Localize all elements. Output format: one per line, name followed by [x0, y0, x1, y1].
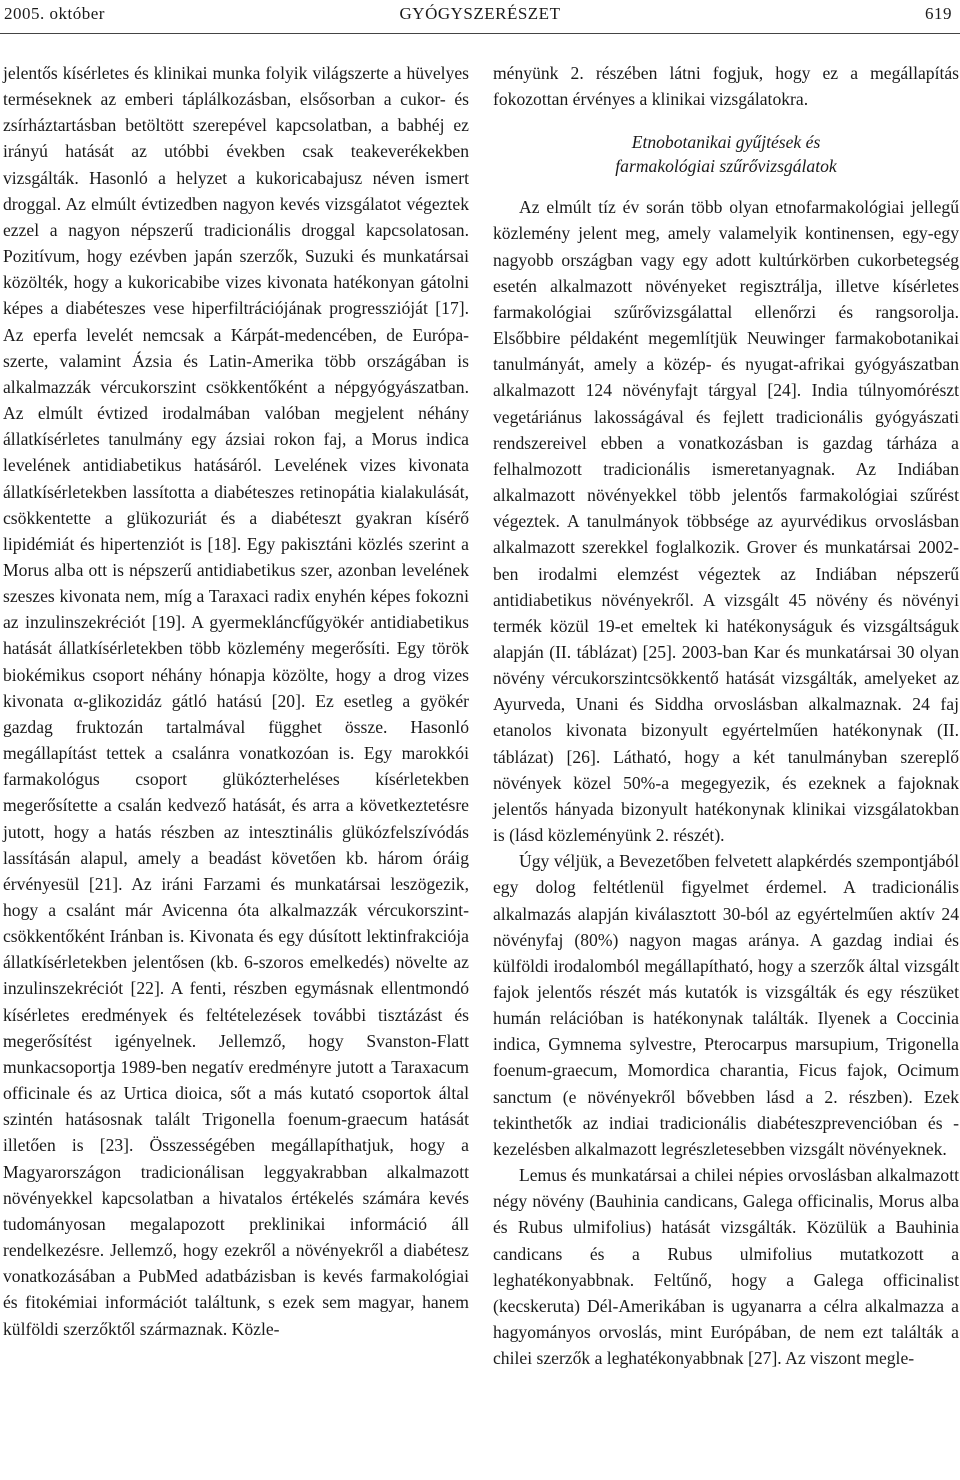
section-title-line: farmakológiai szűrővizsgálatok: [615, 156, 837, 177]
journal-name: GYÓGYSZERÉSZET: [399, 4, 561, 23]
header-rule: [0, 33, 960, 34]
body-paragraph: jelentős kísérletes és klinikai munka folyik világszerte a hüvelyes terméseknek az emberi táplálkozásban, elsősorban a cukor- és zsírháztartásban betöltött szerepével kapcsolatban, a babhéj ez irányú hatását az utóbbi években csak teakeverékekben vizsgálták. Hasonló a helyzet a kukoricabajusz néven ismert droggal. Az elmúlt évtizedben nagyon kevés vizsgálatot végeztek ezzel a nagyon népszerű tradicionális droggal kapcsolatosan. Pozitívum, hogy ezévben japán szerzők, Suzuki és munkatársai közölték, hogy a kukoricabibe vizes kivonata hatékonyan gátolni képes a diabéteszes vese hiperfiltrációjának progresszióját [17]. Az eperfa levelét nemcsak a Kárpát-medencében, de Európa-szerte, valamint Ázsia és Latin-Amerika több országában is alkalmazzák vércukorszint csökkentőként a népgyógyászatban. Az elmúlt évtized irodalmában valóban megjelent néhány állatkísérletes tanulmány egy ázsiai rokon faj, a Morus indica levelének antidiabetikus hatásáról. Levelének vizes kivonata állatkísérletekben lassította a diabéteszes retinopátia kialakulását, csökkentette a glükozuriát és a diabéteszt gyakran kísérő lipidémiát és hipertenziót is [18]. Egy pakisztáni közlés szerint a Morus alba ott is népszerű antidiabetikus szer, azonban levelének szeszes kivonata nem, míg a Taraxaci radix enyhén képes fokozni az inzulinszekréciót [19]. A gyermekláncfűgyökér antidiabetikus hatását állatkísérletekben több közlemény megerősíti. Egy török biokémikus csoport néhány hónapja közölte, hogy a drog vizes kivonata α-glikozidáz gátló hatású [20]. Ez esetleg a gyökér gazdag fruktozán tartalmával függhet össze. Hasonló megállapítást tettek a csalánra vonatkozóan is. Egy marokkói farmakológus csoport glükózterheléses kísérletekben megerősítette a csalán kedvező hatását, és arra a következtetésre jutott, hogy a hatás részben az intesztinális glükózfelszívódás lassításán alapul, amely a beadást követően kb. három óráig érvényesül [21]. Az iráni Farzami és munkatársai leszögezik, hogy a csalánt már Avicenna óta alkalmazzák vércukorszint-csökkentőként Iránban is. Kivonata és egy dúsított lektinfrakciója állatkísérletekben jelentősen (kb. 6-szoros emelkedés) növelte az inzulinszekréciót [22]. A fenti, részben egymásnak ellentmondó kísérletes eredmények és feltételezések további tisztázást és megerősítést igényelnek. Jellemző, hogy Svanston-Flatt munkacsoportja 1989-ben negatív eredményre jutott a Taraxacum officinale és az Urtica dioica, sőt a más kutató csoportok által szintén hatásosnak talált Trigonella foenum-graecum hatását illetően is [23]. Összességében megállapíthatjuk, hogy a Magyarországon tradicionálisan leggyakrabban alkalmazott növényekkel kapcsolatban a hivatalos értékelés számára kevés tudományosan megalapozott preklinikai információ áll rendelkezésre. Jellemző, hogy ezekről a növényekről a diabétesz vonatkozásában a PubMed adatbázisban is kevés farmakológiai és fitokémiai információt találtunk, s ezek sem magyar, hanem külföldi szerzőktől származnak. Közle-: [3, 63, 469, 1339]
right-column: [493, 60, 959, 1371]
issue-date: 2005. október: [4, 4, 105, 23]
section-title-line: Etnobotanikai gyűjtések és: [631, 132, 821, 153]
body-paragraph: Úgy véljük, a Bevezetőben felvetett alapkérdés szempontjából egy dolog feltétlenül figyelmet érdemel. A tradicionális alkalmazás alapján kiválasztott 30-ból az egyértelműen aktív 24 növényfaj (80%) nagyon magas aránya. A gazdag indiai és külföldi irodalomból megállapítható, hogy a szerzők által vizsgált fajok jelentős részét más kutatók is vizsgálták és egy részüket humán relációban is hatékonynak találták. Ilyenek a Coccinia indica, Gymnema sylvestre, Pterocarpus marsupium, Trigonella foenum-graecum, Momordica charantia, Ficus fajok, Ocimum sanctum (e növényekről bővebben lásd a 2. részben). Ezek tekinthetők az indiai tradicionális diabéteszprevencióban és -kezelésben alkalmazott legrészletesebben vizsgált növényeknek.: [493, 851, 959, 1159]
body-paragraph: Az elmúlt tíz év során több olyan etnofarmakológiai jellegű közlemény jelent meg, amely valamelyik kontinensen, egy-egy nagyobb országban vagy egy adott kultúrkörben cukorbetegség esetén alkalmazott növényeket regisztrálja, illetve kísérletes farmakológiai szűrővizsgálattal ellenőrzi és rangsorolja. Elsőbbire példaként megemlítjük Neuwinger farmakobotanikai tanulmányát, amely a közép- és nyugat-afrikai gyógyászatban alkalmazott 124 növényfajt tárgyal [24]. India túlnyomórészt vegetáriánus lakosságával és fejlett tradicionális gyógyászati rendszereivel ebben a vonatkozásban is gazdag tárháza a felhalmozott tradicionális ismeretanyagnak. Az Indiában alkalmazott növényekkel több jelentős farmakológiai szűrést végeztek. A tanulmányok többsége az ayurvédikus orvoslásban alkalmazott szerekkel foglalkozik. Grover és munkatársai 2002-ben irodalmi elemzést végeztek az Indiában népszerű antidiabetikus növényekről. A vizsgált 45 növény és növényi termék közül 19-et emeltek ki hatékonyságuk és vizsgáltságuk alapján (II. táblázat) [25]. 2003-ban Kar és munkatársai 30 olyan növény vércukorszintcsökkentő hatását vizsgálták, amelyeket az Ayurveda, Unani és Siddha orvoslásban alkalmaznak. 24 faj etanolos kivonata bizonyult egyértelműen hatékonynak (II. táblázat) [26]. Látható, hogy a két tanulmányban szereplő növények közel 50%-a megegyezik, és ezeknek a fajoknak jelentős hányada bizonyult hatékonynak klinikai vizsgálatokban is (lásd közleményünk 2. részét).: [493, 197, 959, 846]
section-title: [493, 130, 959, 178]
page-number: 619: [925, 4, 952, 23]
body-paragraph-continuation: ményünk 2. részében látni fogjuk, hogy ez a megállapítás fokozottan érvényes a klinikai vizsgálatokra.: [493, 63, 959, 110]
page-header: [0, 0, 960, 34]
body-paragraph: Lemus és munkatársai a chilei népies orvoslásban alkalmazott négy növény (Bauhinia candicans, Galega officinalis, Morus alba és Rubus ulmifolius) hatását vizsgálták. Közülük a Bauhinia candicans és a Rubus ulmifolius mutatkozott a leghatékonyabbnak. Feltűnő, hogy a Galega officinalist (kecskeruta) Dél-Amerikában is ugyanarra a célra alkalmazza a hagyományos orvoslás, mint Európában, de nem ezt találták a chilei szerzők a leghatékonyabbnak [27]. Az viszont megle-: [493, 1165, 959, 1369]
left-column: [3, 60, 469, 1342]
